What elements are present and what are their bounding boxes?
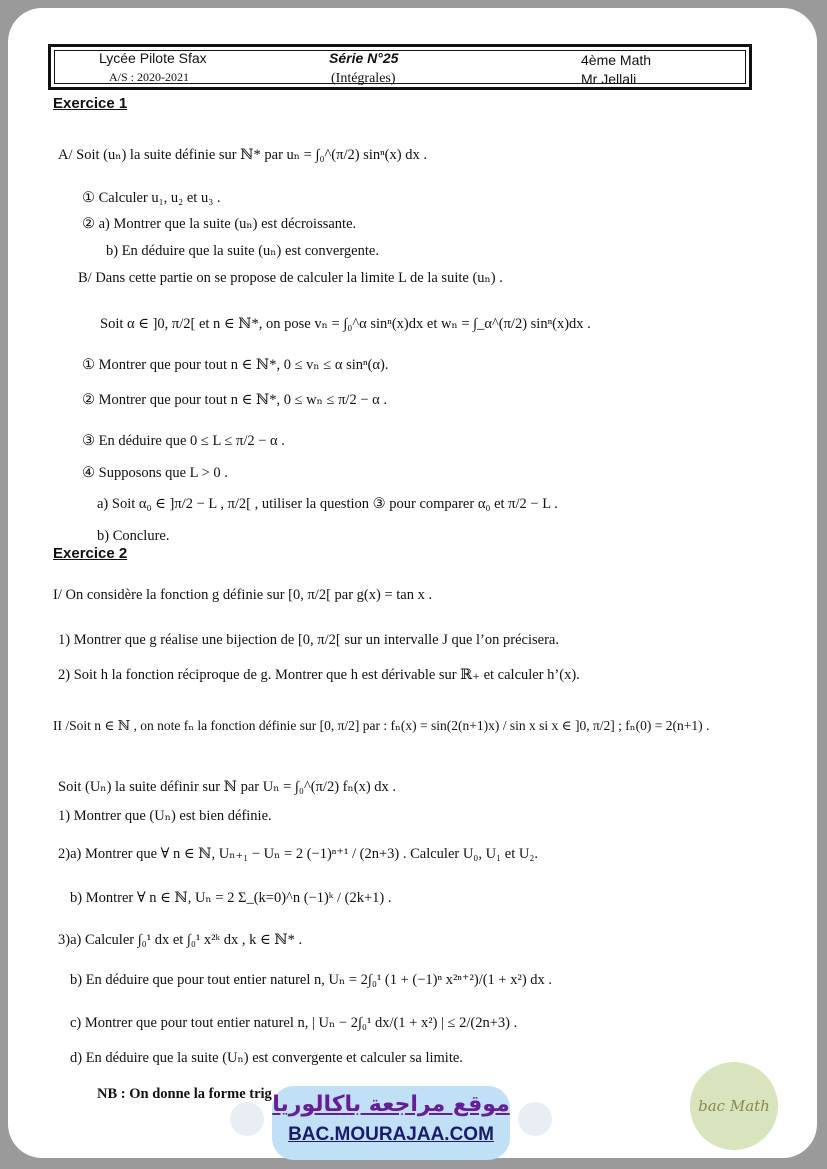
ex2-ii3d: d) En déduire que la suite (Uₙ) est convergente et calculer sa limite. xyxy=(70,1050,463,1066)
ex1-b1: ① Montrer que pour tout n ∈ ℕ*, 0 ≤ vₙ ≤ α sinⁿ(α). xyxy=(82,357,389,373)
header-box xyxy=(48,44,752,90)
ex2-ii1: 1) Montrer que (Uₙ) est bien définie. xyxy=(58,808,272,824)
watermark-emblem-right xyxy=(518,1102,552,1136)
watermark-site: BAC.MOURAJAA.COM xyxy=(288,1124,494,1145)
watermark-banner xyxy=(272,1086,510,1160)
ex2-part-ii-intro: II /Soit n ∈ ℕ , on note fₙ la fonction définie sur [0, π/2] par : fₙ(x) = sin(2(n+1)x) / sin x si x ∈ ]0, π/2] ; fₙ(0) = 2(n+1) . xyxy=(53,718,710,733)
ex2-ii2a: 2)a) Montrer que ∀ n ∈ ℕ, Uₙ₊₁ − Uₙ = 2 (−1)ⁿ⁺¹ / (2n+3) . Calculer U₀, U₁ et U₂. xyxy=(58,846,539,862)
ex2-part-ii-def: Soit (Uₙ) la suite définir sur ℕ par Uₙ = ∫₀^(π/2) fₙ(x) dx . xyxy=(58,779,397,795)
ex2-ii3a: 3)a) Calculer ∫₀¹ dx et ∫₀¹ x²ᵏ dx , k ∈ ℕ* . xyxy=(58,932,303,948)
watermark-arabic: موقع مراجعة باكالوريا xyxy=(272,1092,510,1117)
bac-math-logo: bac Math xyxy=(690,1062,778,1150)
exercise-2-title: Exercice 2 xyxy=(53,545,128,562)
ex1-q1: ① Calculer u₁, u₂ et u₃ . xyxy=(82,190,221,206)
ex1-b4b: b) Conclure. xyxy=(97,528,170,544)
ex1-part-a-intro: A/ Soit (uₙ) la suite définie sur ℕ* par uₙ = ∫₀^(π/2) sinⁿ(x) dx . xyxy=(58,147,427,163)
ex1-b2: ② Montrer que pour tout n ∈ ℕ*, 0 ≤ wₙ ≤ π/2 − α . xyxy=(82,392,387,408)
ex1-b3: ③ En déduire que 0 ≤ L ≤ π/2 − α . xyxy=(82,433,285,449)
ex1-part-b-def: Soit α ∈ ]0, π/2[ et n ∈ ℕ*, on pose vₙ = ∫₀^α sinⁿ(x)dx et wₙ = ∫_α^(π/2) sinⁿ(x)dx . xyxy=(100,316,591,332)
school-name: Lycée Pilote Sfax xyxy=(99,50,207,66)
ex2-ii2b: b) Montrer ∀ n ∈ ℕ, Uₙ = 2 Σ_(k=0)^n (−1)ᵏ / (2k+1) . xyxy=(70,890,392,906)
ex2-ii3c: c) Montrer que pour tout entier naturel n, | Uₙ − 2∫₀¹ dx/(1 + x²) | ≤ 2/(2n+3) . xyxy=(70,1015,518,1031)
ex1-part-b-intro: B/ Dans cette partie on se propose de calculer la limite L de la suite (uₙ) . xyxy=(78,270,503,286)
ex2-i1: 1) Montrer que g réalise une bijection de [0, π/2[ sur un intervalle J que l’on précisera. xyxy=(58,632,559,648)
ex1-q2a: ② a) Montrer que la suite (uₙ) est décroissante. xyxy=(82,216,357,232)
ex1-b4a: a) Soit α₀ ∈ ]π/2 − L , π/2[ , utiliser la question ③ pour comparer α₀ et π/2 − L . xyxy=(97,496,558,512)
ex2-i2: 2) Soit h la fonction réciproque de g. Montrer que h est dérivable sur ℝ₊ et calculer h’(x). xyxy=(58,667,580,683)
teacher-name: Mr Jellali xyxy=(581,71,637,87)
ex1-b4: ④ Supposons que L > 0 . xyxy=(82,465,228,481)
ex2-nb: NB : On donne la forme trig xyxy=(97,1086,272,1102)
ex2-ii3b: b) En déduire que pour tout entier naturel n, Uₙ = 2∫₀¹ (1 + (−1)ⁿ x²ⁿ⁺²)/(1 + x²) dx . xyxy=(70,972,553,988)
ex1-q2b: b) En déduire que la suite (uₙ) est convergente. xyxy=(106,243,379,259)
series-topic: (Intégrales) xyxy=(331,71,396,86)
exercise-1-title: Exercice 1 xyxy=(53,95,128,112)
watermark-emblem-left xyxy=(230,1102,264,1136)
ex2-part-i-intro: I/ On considère la fonction g définie sur [0, π/2[ par g(x) = tan x . xyxy=(53,587,433,603)
school-year: A/S : 2020-2021 xyxy=(109,70,190,84)
series-number: Série N°25 xyxy=(329,50,399,66)
class-level: 4ème Math xyxy=(581,52,652,68)
